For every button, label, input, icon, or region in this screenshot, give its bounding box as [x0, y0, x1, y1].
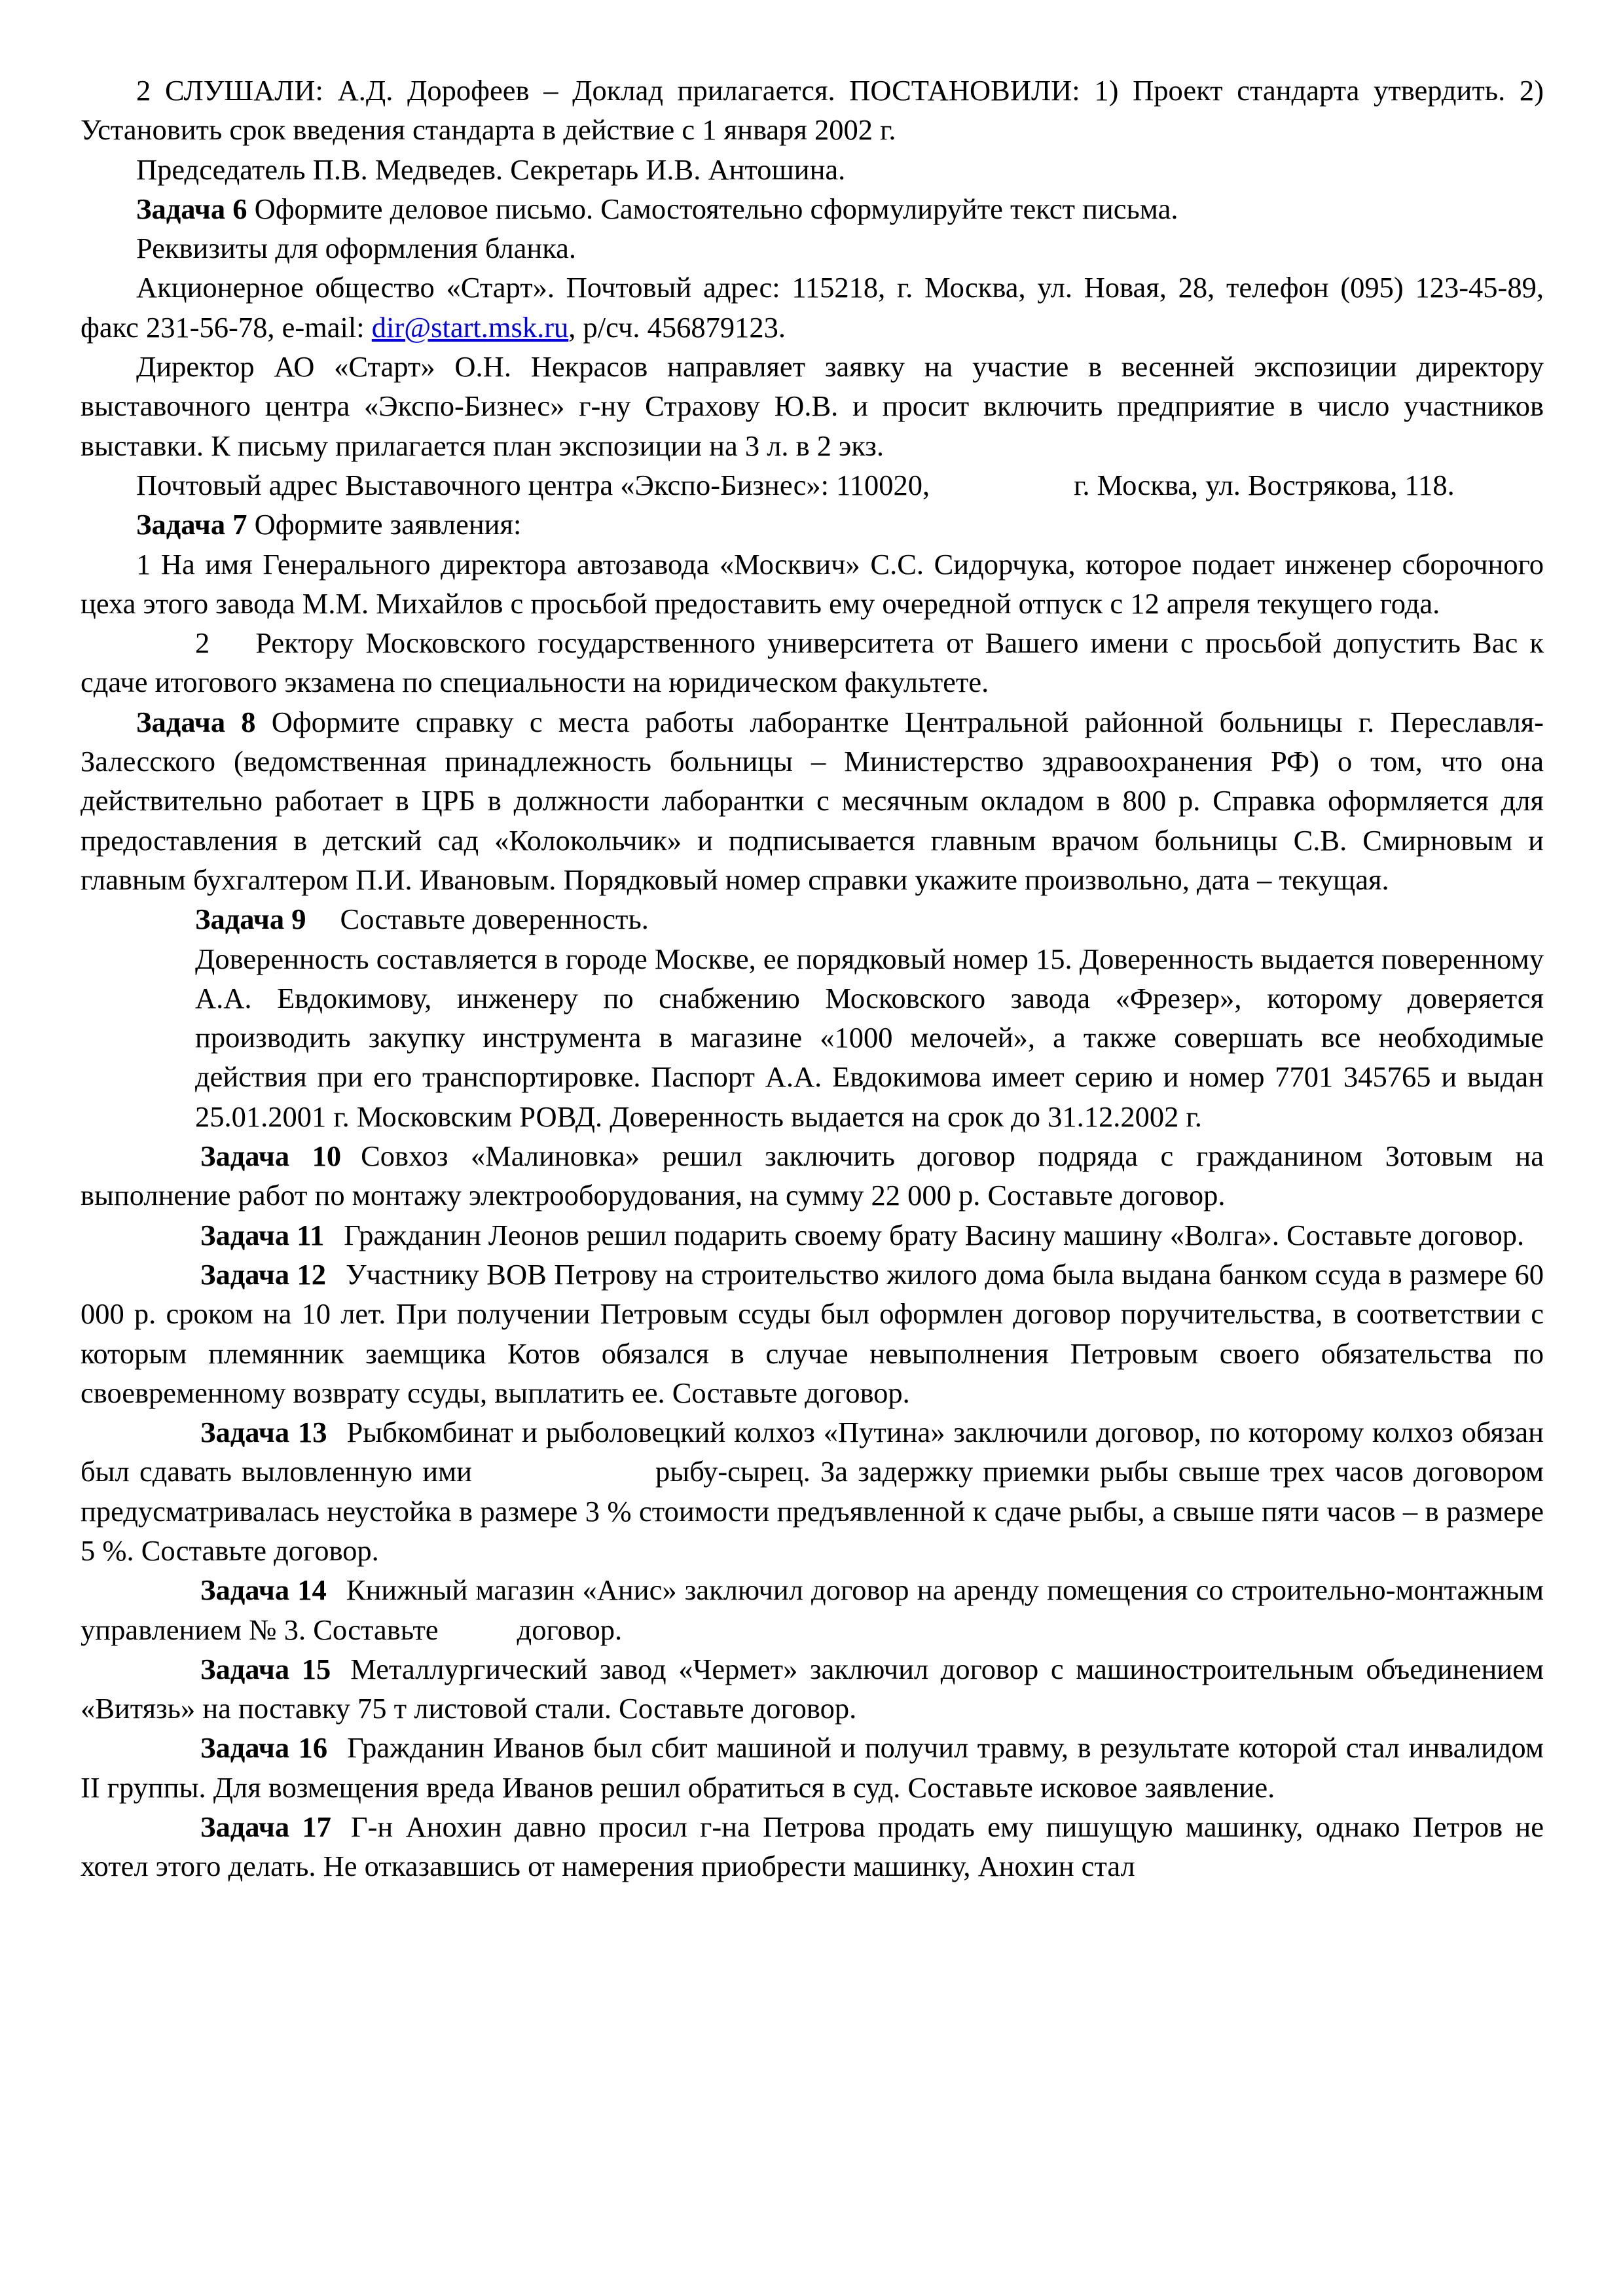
task-12: Задача 12 Участнику ВОВ Петрову на строительство жилого дома была выдана банком ссуда в размере 60 000 р. сроком на 10 лет. При получении Петровым ссуды был оформлен договор поручительства, в соответствии с которым племянник заемщика Котов обязался в случае невыполнения Петровым своего обязательства по своевременному возврату ссуды, выплатить ее. Составьте договор.: [81, 1257, 1544, 1409]
paragraph-company-address: Акционерное общество «Старт». Почтовый адрес: 115218, г. Москва, ул. Новая, 28, телефон (095) 123-45-89, факс 231-56-78, e-mail: dir@start.msk.ru, р/сч. 456879123.: [81, 271, 1544, 344]
task-17: Задача 17 Г-н Анохин давно просил г-на Петрова продать ему пишущую машинку, однако Петров не хотел этого делать. Не отказавшись от намерения приобрести машинку, Анохин стал: [81, 1810, 1544, 1883]
task-7: Задача 7 Оформите заявления:: [136, 508, 522, 541]
task-17-label: Задача 17: [200, 1810, 331, 1844]
task-10: Задача 10 Совхоз «Малиновка» решил заключить договор подряда с гражданином Зотовым на выполнение работ по монтажу электрооборудования, на сумму 22 000 р. Составьте договор.: [81, 1139, 1544, 1212]
paragraph-requisites: Реквизиты для оформления бланка.: [136, 232, 577, 265]
task-13: Задача 13 Рыбкомбинат и рыболовецкий колхоз «Путина» заключили договор, по которому колхоз обязан был сдавать выловленную ими рыбу-сырец. За задержку приемки рыбы свыше трех часов договором предусматривалась неустойка в размере 3 % стоимости предъявленной к сдаче рыбы, а свыше пяти часов – в размере 5 %. Составьте договор.: [81, 1416, 1544, 1567]
task-14-label: Задача 14: [200, 1573, 327, 1607]
task-14: Задача 14 Книжный магазин «Анис» заключил договор на аренду помещения со строительно-монтажным управлением № 3. Составьте договор.: [81, 1573, 1544, 1646]
task-8: Задача 8 Оформите справку с места работы лаборантке Центральной районной больницы г. Переславля-Залесского (ведомственная принадлежность больницы – Министерство здравоохранения РФ) о том, что она действительно работает в ЦРБ в должности лаборантки с месячным окладом в 800 р. Справка оформляется для предоставления в детский сад «Колокольчик» и подписывается главным врачом больницы С.В. Смирновым и главным бухгалтером П.И. Ивановым. Порядковый номер справки укажите произвольно, дата – текущая.: [81, 705, 1544, 896]
task-10-label: Задача 10: [200, 1139, 342, 1173]
task-15-label: Задача 15: [200, 1652, 331, 1685]
task-6-label: Задача 6: [136, 192, 247, 225]
task-12-label: Задача 12: [200, 1257, 327, 1291]
task-11-label: Задача 11: [200, 1218, 325, 1251]
task-6: Задача 6 Оформите деловое письмо. Самостоятельно сформулируйте текст письма.: [136, 192, 1178, 225]
paragraph-director-request: Директор АО «Старт» О.Н. Некрасов направляет заявку на участие в весенней экспозиции директору выставочного центра «Экспо-Бизнес» г-ну Страхову Ю.В. и просит включить предприятие в число участников выставки. К письму прилагается план экспозиции на 3 л. в 2 экз.: [81, 350, 1544, 462]
application-2: 2 Ректору Московского государственного университета от Вашего имени с просьбой допустить Вас к сдаче итогового экзамена по специальности на юридическом факультете.: [81, 626, 1544, 699]
paragraph-expo-address: Почтовый адрес Выставочного центра «Экспо-Бизнес»: 110020, г. Москва, ул. Вострякова, 118.: [136, 468, 1455, 501]
task-8-label: Задача 8: [136, 705, 256, 738]
task-11: Задача 11 Гражданин Леонов решил подарить своему брату Васину машину «Волга». Составьте договор.: [200, 1218, 1525, 1251]
paragraph-heard: 2 СЛУШАЛИ: А.Д. Дорофеев – Доклад прилагается. ПОСТАНОВИЛИ: 1) Проект стандарта утвердить. 2) Установить срок введения стандарта в действие с 1 января 2002 г.: [81, 74, 1544, 147]
task-13-label: Задача 13: [200, 1416, 327, 1449]
email-link[interactable]: dir@start.msk.ru: [371, 310, 569, 344]
task-15: Задача 15 Металлургический завод «Чермет» заключил договор с машиностроительным объединением «Витязь» на поставку 75 т листовой стали. Составьте договор.: [81, 1652, 1544, 1725]
task-16: Задача 16 Гражданин Иванов был сбит машиной и получил травму, в результате которой стал инвалидом II группы. Для возмещения вреда Иванов решил обратиться в суд. Составьте исковое заявление.: [81, 1731, 1544, 1804]
task-9-block: [81, 899, 1544, 1136]
application-1: 1 На имя Генерального директора автозавода «Москвич» С.С. Сидорчука, которое подает инженер сборочного цеха этого завода М.М. Михайлов с просьбой предоставить ему очередной отпуск с 12 апреля текущего года.: [81, 547, 1544, 620]
task-9: Задача 9 Составьте доверенность.: [195, 903, 649, 936]
task-7-label: Задача 7: [136, 508, 247, 541]
paragraph-power-of-attorney: Доверенность составляется в городе Москве, ее порядковый номер 15. Доверенность выдается поверенному А.А. Евдокимову, инженеру по снабжению Московского завода «Фрезер», которому доверяется производить закупку инструмента в магазине «1000 мелочей», а также совершать все необходимые действия при его транспортировке. Паспорт А.А. Евдокимова имеет серию и номер 7701 345765 и выдан 25.01.2001 г. Московским РОВД. Доверенность выдается на срок до 31.12.2002 г.: [195, 942, 1544, 1133]
task-16-label: Задача 16: [200, 1731, 328, 1765]
task-9-label: Задача 9: [195, 903, 306, 936]
document-page: [81, 71, 1544, 1886]
paragraph-chairman: Председатель П.В. Медведев. Секретарь И.В. Антошина.: [136, 152, 846, 186]
